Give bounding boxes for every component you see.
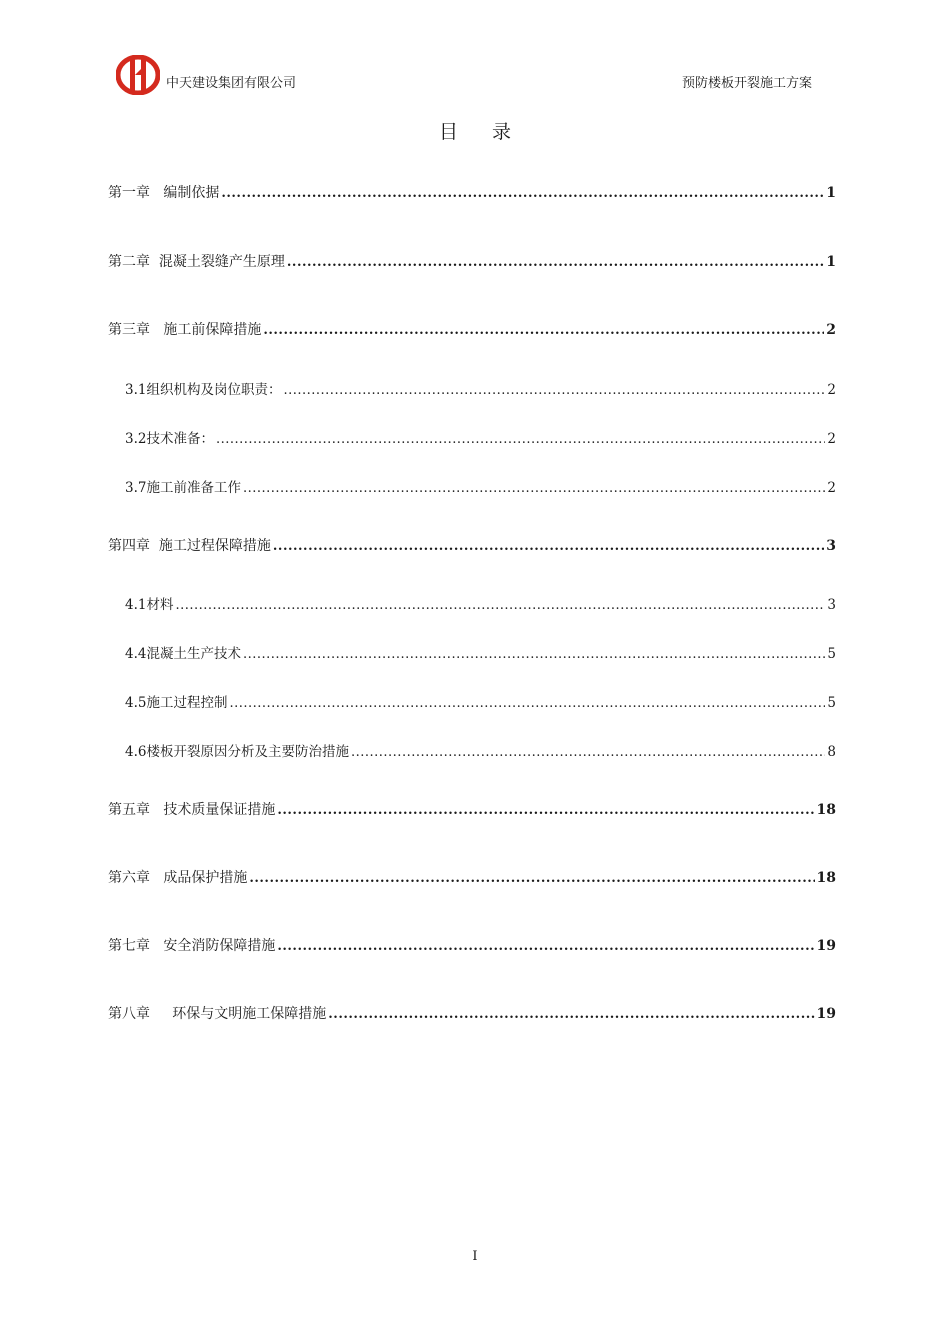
- toc-chapter-entry[interactable]: [108, 1003, 836, 1023]
- toc-section-entry[interactable]: [125, 740, 836, 760]
- toc-dot-leader: [243, 647, 825, 662]
- toc-entry-page: 18: [816, 870, 836, 886]
- toc-chapter-entry[interactable]: [108, 535, 836, 555]
- toc-entry-page: 1: [826, 185, 836, 201]
- toc-entry-label: 4.4混凝土生产技术: [125, 646, 241, 662]
- toc-dot-leader: [221, 186, 824, 201]
- toc-dot-leader: [216, 432, 825, 447]
- toc-entry-label: 4.1材料: [125, 597, 174, 613]
- toc-entry-page: 18: [816, 802, 836, 818]
- toc-chapter-entry[interactable]: [108, 935, 836, 955]
- toc-dot-leader: [328, 1007, 814, 1022]
- toc-dot-leader: [277, 803, 814, 818]
- toc-section-entry[interactable]: [125, 691, 836, 711]
- toc-chapter-entry[interactable]: [108, 867, 836, 887]
- toc-dot-leader: [351, 745, 825, 760]
- toc-dot-leader: [243, 481, 825, 496]
- toc-dot-leader: [273, 539, 824, 554]
- toc-entry-label: 第六章 成品保护措施: [108, 870, 248, 886]
- toc-section-entry[interactable]: [125, 593, 836, 613]
- toc-entry-label: 第二章 混凝土裂缝产生原理: [108, 254, 285, 270]
- toc-entry-label: 第一章 编制依据: [108, 185, 220, 201]
- toc-entry-page: 19: [816, 938, 836, 954]
- toc-entry-label: 4.6楼板开裂原因分析及主要防治措施: [125, 744, 349, 760]
- footer-page-number: I: [472, 1249, 478, 1264]
- toc-entry-page: 5: [827, 695, 836, 711]
- toc-entry-page: 5: [827, 646, 836, 662]
- toc-chapter-entry[interactable]: [108, 251, 836, 271]
- document-title: 预防楼板开裂施工方案: [681, 76, 812, 91]
- toc-entry-page: 2: [827, 431, 836, 447]
- toc-entry-label: 第三章 施工前保障措施: [108, 322, 262, 338]
- toc-entry-label: 4.5施工过程控制: [125, 695, 228, 711]
- toc-dot-leader: [229, 696, 825, 711]
- toc-entry-page: 1: [826, 254, 836, 270]
- toc-dot-leader: [283, 383, 825, 398]
- toc-entry-page: 2: [827, 382, 836, 398]
- company-logo: [116, 55, 160, 95]
- toc-entry-label: 第四章 施工过程保障措施: [108, 538, 271, 554]
- toc-entry-label: 第八章 环保与文明施工保障措施: [108, 1006, 327, 1022]
- toc-dot-leader: [249, 871, 814, 886]
- toc-entry-page: 3: [827, 597, 836, 613]
- toc-chapter-entry[interactable]: [108, 319, 836, 339]
- toc-section-entry[interactable]: [125, 427, 836, 447]
- toc-dot-leader: [287, 255, 824, 270]
- toc-entry-label: 第七章 安全消防保障措施: [108, 938, 276, 954]
- toc-chapter-entry[interactable]: [108, 182, 836, 202]
- toc-entry-page: 2: [826, 322, 836, 338]
- toc-entry-page: 3: [826, 538, 836, 554]
- company-name: 中天建设集团有限公司: [166, 76, 297, 91]
- toc-heading: 目录: [438, 121, 545, 143]
- toc-chapter-entry[interactable]: [108, 799, 836, 819]
- toc-section-entry[interactable]: [125, 476, 836, 496]
- toc-entry-page: 2: [827, 480, 836, 496]
- toc-dot-leader: [175, 598, 825, 613]
- toc-dot-leader: [277, 939, 814, 954]
- toc-entry-page: 19: [816, 1006, 836, 1022]
- toc-entry-label: 第五章 技术质量保证措施: [108, 802, 276, 818]
- toc-entry-label: 3.7施工前准备工作: [125, 480, 241, 496]
- toc-section-entry[interactable]: [125, 378, 836, 398]
- toc-section-entry[interactable]: [125, 642, 836, 662]
- toc-entry-label: 3.2技术准备：: [125, 431, 214, 447]
- toc-entry-label: 3.1组织机构及岗位职责：: [125, 382, 282, 398]
- toc-entry-page: 8: [827, 744, 836, 760]
- toc-dot-leader: [263, 323, 824, 338]
